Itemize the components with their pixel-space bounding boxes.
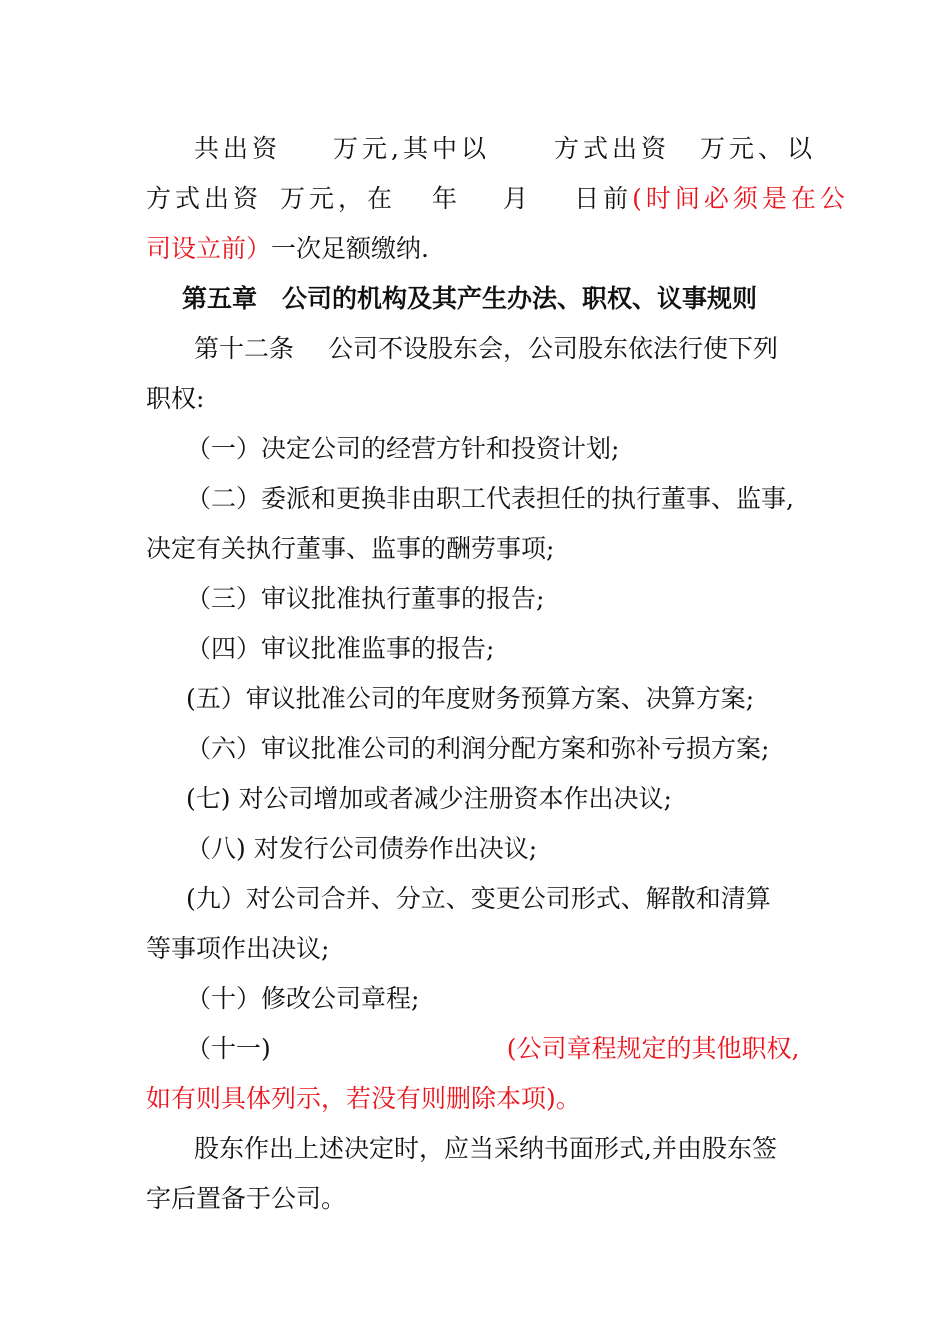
capital-text: 万元、以 [699, 134, 816, 163]
capital-text: 月 [503, 184, 533, 213]
list-item: （八) 对发行公司债券作出决议; [186, 834, 538, 863]
capital-text: 方式出资 [146, 184, 263, 213]
item-11-note-red: 如有则具体列示，若没有则删除本项)。 [146, 1084, 581, 1113]
capital-note-red: (时间必须是在公 [632, 184, 849, 213]
article-intro-text: 职权: [146, 384, 205, 413]
capital-line-2 [146, 174, 849, 224]
chapter-title: 第五章 公司的机构及其产生办法、职权、议事规则 [182, 284, 758, 313]
capital-line-3 [146, 224, 826, 274]
capital-text: 年 [432, 184, 462, 213]
list-item: (七) 对公司增加或者减少注册资本作出决议; [186, 784, 672, 813]
list-item-continuation: 等事项作出决议; [146, 934, 330, 963]
list-item: （六）审议批准公司的利润分配方案和弥补亏损方案; [186, 734, 770, 763]
item-11-note-red: (公司章程规定的其他职权, [506, 1034, 800, 1063]
article-12-intro [194, 324, 826, 374]
capital-note-red: 司设立前） [146, 234, 272, 263]
article-heading: 第十二条 [194, 334, 295, 363]
capital-text: 万元，在 [280, 184, 397, 213]
closing-text: 股东作出上述决定时，应当采纳书面形式,并由股东签 [194, 1134, 777, 1163]
list-item-label: （十一) [186, 1034, 271, 1063]
article-intro-text: 公司不设股东会，公司股东依法行使下列 [328, 334, 779, 363]
closing-text: 字后置备于公司。 [146, 1184, 347, 1213]
list-item: （三）审议批准执行董事的报告; [186, 584, 545, 613]
list-item-11 [186, 1024, 826, 1074]
list-item: （十）修改公司章程; [186, 984, 420, 1013]
capital-text: 方式出资 [553, 134, 670, 163]
capital-line-1 [194, 124, 826, 174]
list-item-continuation: 决定有关执行董事、监事的酬劳事项; [146, 534, 555, 563]
list-item: （四）审议批准监事的报告; [186, 634, 495, 663]
capital-text: 共出资 [194, 134, 282, 163]
list-item: (五）审议批准公司的年度财务预算方案、决算方案; [186, 684, 755, 713]
capital-text: 日前 [574, 184, 633, 213]
capital-text: 万元,其中以 [333, 134, 490, 163]
list-item: （二）委派和更换非由职工代表担任的执行董事、监事, [186, 484, 794, 513]
list-item: （一）决定公司的经营方针和投资计划; [186, 434, 620, 463]
capital-text: 一次足额缴纳. [271, 234, 429, 263]
list-item: (九）对公司合并、分立、变更公司形式、解散和清算 [186, 884, 771, 913]
